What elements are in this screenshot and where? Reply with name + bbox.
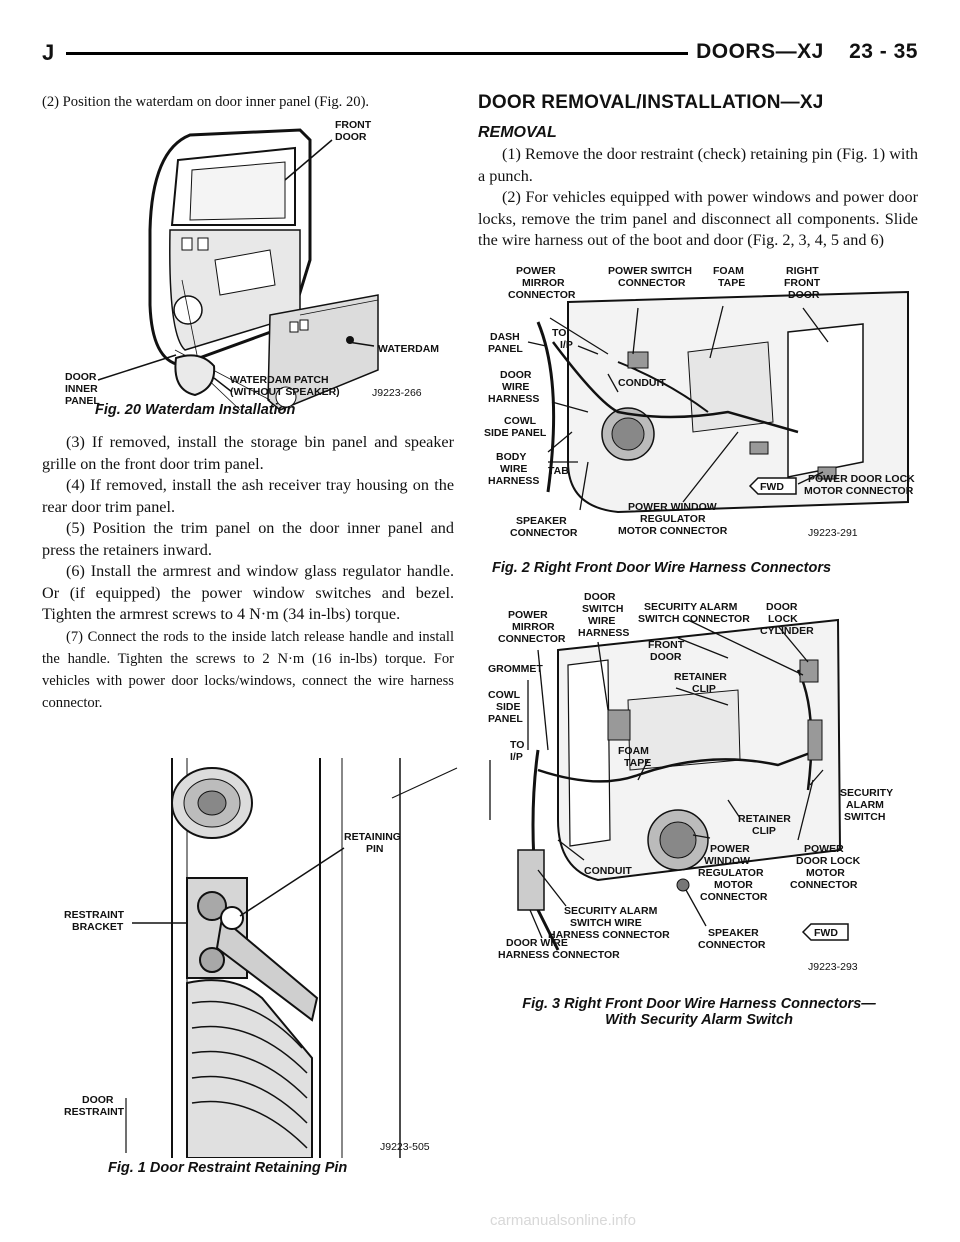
wire-harness-illustration-2 [478, 590, 918, 980]
step-2-text: (2) Position the waterdam on door inner panel (Fig. 20). [42, 94, 370, 110]
figure-code: J9223-505 [380, 1141, 430, 1153]
section-title: DOOR REMOVAL/INSTALLATION—XJ [478, 92, 824, 113]
label-front-door: FRONT DOOR [648, 639, 685, 663]
page-header [42, 40, 918, 80]
figure-code: J9223-293 [808, 961, 858, 973]
label-door-switch-wire-harness: DOOR SWITCH WIRE HARNESS [578, 591, 630, 639]
figure-20 [0, 110, 470, 426]
figure-code: J9223-291 [808, 527, 858, 539]
label-cowl-side-panel: COWL SIDE PANEL [488, 689, 523, 725]
label-power-door-lock-motor-connector: POWER DOOR LOCK MOTOR CONNECTOR [804, 473, 915, 497]
watermark: carmanualsonline.info [490, 1212, 636, 1229]
figure-3-caption [484, 996, 914, 1028]
label-door-wire-harness: DOOR WIRE HARNESS [488, 369, 540, 405]
label-power-switch-connector: POWER SWITCH CONNECTOR [608, 265, 692, 289]
left-steps [42, 432, 454, 714]
label-security-alarm-switch: SECURITY ALARM SWITCH [840, 787, 893, 823]
header-rule [66, 52, 688, 55]
label-conduit: CONDUIT [584, 865, 632, 877]
label-restraint-bracket: RESTRAINT BRACKET [64, 909, 125, 933]
step-3-text: (3) If removed, install the storage bin panel and speaker grille on the front door trim panel. [42, 433, 454, 473]
figure-20-caption: Fig. 20 Waterdam Installation [95, 402, 296, 418]
label-fwd: FWD [760, 481, 784, 493]
figure-2-caption: Fig. 2 Right Front Door Wire Harness Connectors [492, 560, 832, 576]
removal-step-1: (1) Remove the door restraint (check) retaining pin (Fig. 1) with a punch. [478, 145, 918, 185]
figure-3 [478, 590, 918, 980]
label-to-ip: TO I/P [510, 739, 525, 763]
figure-1 [62, 758, 462, 1158]
label-grommet: GROMMET [488, 663, 543, 675]
header-letter: J [42, 40, 55, 65]
figure-code: J9223-266 [372, 387, 422, 399]
label-door-restraint: DOOR RESTRAINT [64, 1094, 125, 1118]
wire-harness-illustration-1 [468, 262, 920, 552]
label-tab: TAB [548, 465, 569, 477]
right-column [478, 92, 918, 252]
figure-3-caption-line-1: Fig. 3 Right Front Door Wire Harness Connectors— [522, 996, 876, 1012]
label-door-inner-panel: DOOR INNER PANEL [65, 371, 100, 407]
label-retaining-pin: RETAINING PIN [344, 831, 401, 855]
step-4-text: (4) If removed, install the ash receiver tray housing on the rear door trim panel. [42, 476, 454, 516]
label-waterdam: WATERDAM [378, 343, 440, 355]
label-speaker-connector: SPEAKER CONNECTOR [698, 927, 766, 951]
figure-3-caption-line-2: With Security Alarm Switch [605, 1012, 793, 1028]
label-front-door: FRONT DOOR [335, 119, 372, 143]
label-waterdam-patch: WATERDAM PATCH (WITHOUT SPEAKER) [230, 374, 340, 398]
removal-step-2: (2) For vehicles equipped with power windows and power door locks, remove the trim panel and disconnect all components. Slide the wire harness out of the boot and door (Fig. 2, 3, 4, 5 and 6) [478, 188, 918, 249]
label-power-window-regulator-motor-connector: POWER WINDOW REGULATOR MOTOR CONNECTOR [698, 843, 768, 903]
subsection-title: REMOVAL [478, 124, 557, 141]
label-retainer-clip-top: RETAINER CLIP [674, 671, 727, 695]
label-cowl-side-panel: COWL SIDE PANEL [484, 415, 547, 439]
label-fwd: FWD [814, 927, 838, 939]
door-restraint-illustration [62, 758, 462, 1158]
label-power-door-lock-motor-connector: POWER DOOR LOCK MOTOR CONNECTOR [790, 843, 861, 891]
label-body-wire-harness: BODY WIRE HARNESS [488, 451, 540, 487]
label-power-window-regulator-motor-connector: POWER WINDOW REGULATOR MOTOR CONNECTOR [618, 501, 728, 537]
waterdam-illustration [0, 110, 470, 426]
label-security-alarm-switch-connector: SECURITY ALARM SWITCH CONNECTOR [638, 601, 750, 625]
step-7-text: (7) Connect the rods to the inside latch release handle and install the handle. Tighten the screws to 2 N·m (16 in-lbs) torque. For vehicles with power door locks/windows, connect the wire harness connector. [42, 628, 454, 711]
step-5-text: (5) Position the trim panel on the door inner panel and press the retainers inward. [42, 519, 454, 559]
figure-2 [468, 262, 920, 552]
label-foam-tape: FOAM TAPE [713, 265, 746, 289]
label-dash-panel: DASH PANEL [488, 331, 523, 355]
label-speaker-connector: SPEAKER CONNECTOR [510, 515, 578, 539]
step-6-text: (6) Install the armrest and window glass regulator handle. Or (if equipped) the power window switches and bezel. Tighten the armrest screws to 4 N·m (34 in-lbs) torque. [42, 562, 454, 623]
label-right-front-door: RIGHT FRONT DOOR [784, 265, 821, 301]
label-door-lock-cylinder: DOOR LOCK CYLINDER [760, 601, 814, 637]
label-door-wire-harness-connector: DOOR WIRE HARNESS CONNECTOR [498, 937, 620, 961]
label-retainer-clip-mid: RETAINER CLIP [738, 813, 791, 837]
label-foam-tape: FOAM TAPE [618, 745, 652, 769]
label-power-mirror-connector: POWER MIRROR CONNECTOR [508, 265, 576, 301]
label-security-alarm-switch-wire-harness-connector: SECURITY ALARM SWITCH WIRE HARNESS CONNECTOR [548, 905, 670, 941]
header-title: DOORS—XJ 23 - 35 [696, 40, 918, 63]
label-power-mirror-connector: POWER MIRROR CONNECTOR [498, 609, 566, 645]
label-conduit: CONDUIT [618, 377, 666, 389]
figure-1-caption: Fig. 1 Door Restraint Retaining Pin [108, 1160, 348, 1176]
label-to-ip: TO I/P [552, 327, 573, 351]
